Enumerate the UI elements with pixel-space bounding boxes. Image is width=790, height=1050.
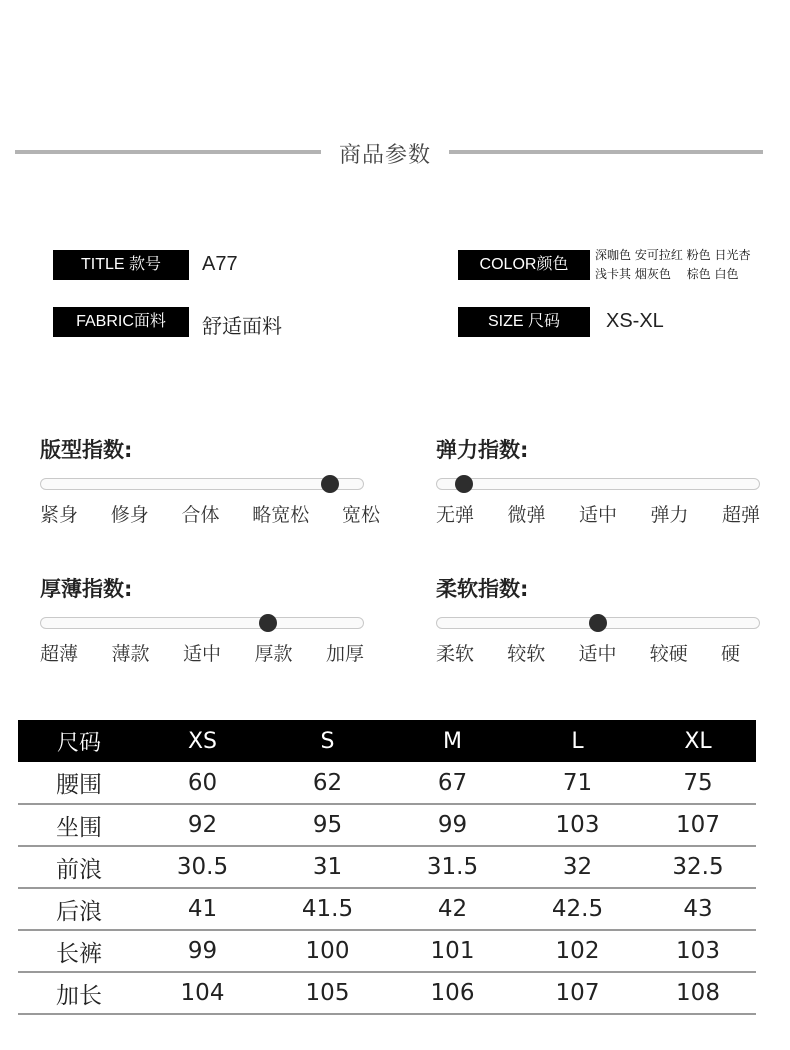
measurement-name: 加长	[18, 972, 140, 1014]
measurement-name: 后浪	[18, 888, 140, 930]
elastic-scale-label: 弹力	[650, 504, 689, 526]
measurement-value: 42.5	[515, 888, 640, 930]
thickness-index-knob	[259, 614, 277, 632]
title-label: TITLE 款号	[53, 250, 189, 280]
table-row	[18, 888, 756, 930]
thickness-scale-label: 超薄	[40, 643, 79, 665]
table-row	[18, 804, 756, 846]
size-label: SIZE 尺码	[458, 307, 590, 337]
measurement-value: 104	[140, 972, 265, 1014]
elastic-scale-label: 超弹	[721, 504, 760, 526]
thickness-index-track	[40, 617, 364, 629]
softness-scale-label: 柔软	[436, 643, 475, 665]
measurement-value: 103	[515, 804, 640, 846]
softness-scale-label: 硬	[720, 643, 740, 665]
thickness-scale-label: 薄款	[111, 643, 150, 665]
header-rule-left	[15, 150, 321, 154]
measurement-value: 106	[390, 972, 515, 1014]
measurement-value: 105	[265, 972, 390, 1014]
size-table-body	[18, 762, 756, 1014]
fit-index-title: 版型指数:	[40, 438, 133, 462]
fit-scale-label: 略宽松	[252, 504, 310, 526]
section-header	[0, 132, 790, 172]
measurement-value: 103	[640, 930, 756, 972]
measurement-value: 62	[265, 762, 390, 804]
measurement-value: 99	[140, 930, 265, 972]
title-value: A77	[202, 253, 238, 275]
softness-index-scale	[436, 639, 740, 666]
color-line-1: 深咖色 安可拉红 粉色 日光杏	[595, 248, 751, 262]
thickness-index-title: 厚薄指数:	[40, 577, 133, 601]
color-value	[595, 246, 790, 284]
thickness-scale-label: 加厚	[325, 643, 364, 665]
measurement-name: 坐围	[18, 804, 140, 846]
header-rule-right	[449, 150, 763, 154]
elastic-index-knob	[455, 475, 473, 493]
thickness-index	[40, 575, 370, 675]
elastic-scale-label: 适中	[578, 504, 617, 526]
size-table-header-cell: XL	[640, 720, 756, 762]
table-row	[18, 846, 756, 888]
softness-index	[436, 575, 766, 675]
measurement-value: 75	[640, 762, 756, 804]
color-line-2: 浅卡其 烟灰色 棕色 白色	[595, 267, 739, 281]
measurement-value: 31.5	[390, 846, 515, 888]
measurement-value: 43	[640, 888, 756, 930]
measurement-value: 41.5	[265, 888, 390, 930]
fit-scale-label: 修身	[110, 504, 149, 526]
measurement-value: 95	[265, 804, 390, 846]
softness-scale-label: 较软	[507, 643, 546, 665]
table-row	[18, 930, 756, 972]
measurement-value: 41	[140, 888, 265, 930]
measurement-value: 108	[640, 972, 756, 1014]
softness-scale-label: 较硬	[649, 643, 688, 665]
measurement-value: 107	[515, 972, 640, 1014]
fit-scale-label: 紧身	[40, 504, 79, 526]
softness-index-knob	[589, 614, 607, 632]
softness-index-title: 柔软指数:	[436, 577, 529, 601]
softness-scale-label: 适中	[578, 643, 617, 665]
measurement-value: 102	[515, 930, 640, 972]
measurement-value: 31	[265, 846, 390, 888]
fabric-label: FABRIC面料	[53, 307, 189, 337]
size-table-header	[18, 720, 756, 762]
elastic-index-scale	[436, 500, 760, 527]
section-title: 商品参数	[338, 143, 431, 168]
measurement-name: 前浪	[18, 846, 140, 888]
size-table-header-cell: S	[265, 720, 390, 762]
measurement-name: 长裤	[18, 930, 140, 972]
thickness-scale-label: 厚款	[254, 643, 293, 665]
table-row	[18, 972, 756, 1014]
color-label: COLOR颜色	[458, 250, 590, 280]
elastic-index-title: 弹力指数:	[436, 438, 529, 462]
fit-index	[40, 436, 380, 536]
measurement-value: 32	[515, 846, 640, 888]
measurement-value: 42	[390, 888, 515, 930]
measurement-value: 67	[390, 762, 515, 804]
thickness-index-scale	[40, 639, 364, 666]
size-table-header-cell: XS	[140, 720, 265, 762]
measurement-value: 92	[140, 804, 265, 846]
fit-index-track	[40, 478, 364, 490]
size-table-header-cell: M	[390, 720, 515, 762]
fabric-value: 舒适面料	[202, 316, 282, 338]
fit-scale-label: 合体	[181, 504, 220, 526]
measurement-value: 71	[515, 762, 640, 804]
elastic-index-track	[436, 478, 760, 490]
measurement-value: 60	[140, 762, 265, 804]
measurement-value: 30.5	[140, 846, 265, 888]
elastic-scale-label: 微弹	[507, 504, 546, 526]
fit-index-scale	[40, 500, 380, 527]
measurement-value: 101	[390, 930, 515, 972]
measurement-value: 100	[265, 930, 390, 972]
thickness-scale-label: 适中	[182, 643, 221, 665]
measurement-value: 32.5	[640, 846, 756, 888]
fit-scale-label: 宽松	[341, 504, 380, 526]
size-table-header-cell: 尺码	[18, 720, 140, 762]
fit-index-knob	[321, 475, 339, 493]
table-row	[18, 762, 756, 804]
measurement-value: 107	[640, 804, 756, 846]
size-table	[18, 720, 756, 1015]
size-table-header-cell: L	[515, 720, 640, 762]
elastic-scale-label: 无弹	[436, 504, 475, 526]
elastic-index	[436, 436, 766, 536]
measurement-value: 99	[390, 804, 515, 846]
size-value: XS-XL	[606, 310, 664, 332]
measurement-name: 腰围	[18, 762, 140, 804]
